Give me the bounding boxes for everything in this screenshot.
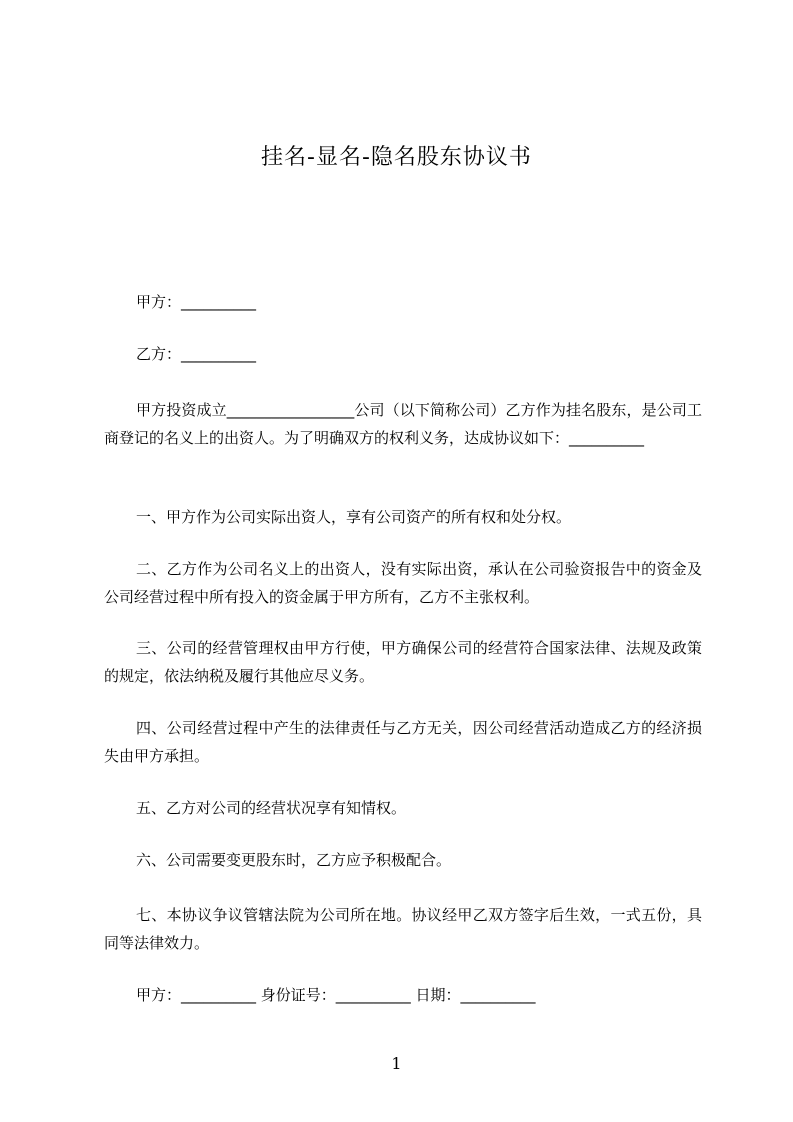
clause-6: 六、公司需要变更股东时，乙方应予积极配合。 xyxy=(136,851,452,869)
party-a-line: 甲方：__________ xyxy=(136,293,257,311)
clause-1: 一、甲方作为公司实际出资人，享有公司资产的所有权和处分权。 xyxy=(136,508,572,526)
clause-4: 四、公司经营过程中产生的法律责任与乙方无关，因公司经营活动造成乙方的经济损失由甲方承担。 xyxy=(104,719,702,765)
document-title: 挂名-显名-隐名股东协议书 xyxy=(261,145,532,170)
page-number: 1 xyxy=(391,1054,402,1073)
clause-7: 七、本协议争议管辖法院为公司所在地。协议经甲乙双方签字后生效，一式五份，具同等法律效力。 xyxy=(104,906,702,952)
clause-2: 二、乙方作为公司名义上的出资人，没有实际出资，承认在公司验资报告中的资金及公司经营过程中所有投入的资金属于甲方所有，乙方不主张权利。 xyxy=(104,560,702,606)
clause-5: 五、乙方对公司的经营状况享有知情权。 xyxy=(136,799,407,817)
signature-line: 甲方：__________ 身份证号：__________ 日期：__________ xyxy=(136,986,536,1004)
clause-3: 三、公司的经营管理权由甲方行使，甲方确保公司的经营符合国家法律、法规及政策的规定，依法纳税及履行其他应尽义务。 xyxy=(104,639,702,685)
party-b-line: 乙方：__________ xyxy=(136,345,257,363)
intro-paragraph: 甲方投资成立_________________公司（以下简称公司）乙方作为挂名股东，是公司工商登记的名义上的出资人。为了明确双方的权利义务，达成协议如下：__________ xyxy=(104,401,702,447)
